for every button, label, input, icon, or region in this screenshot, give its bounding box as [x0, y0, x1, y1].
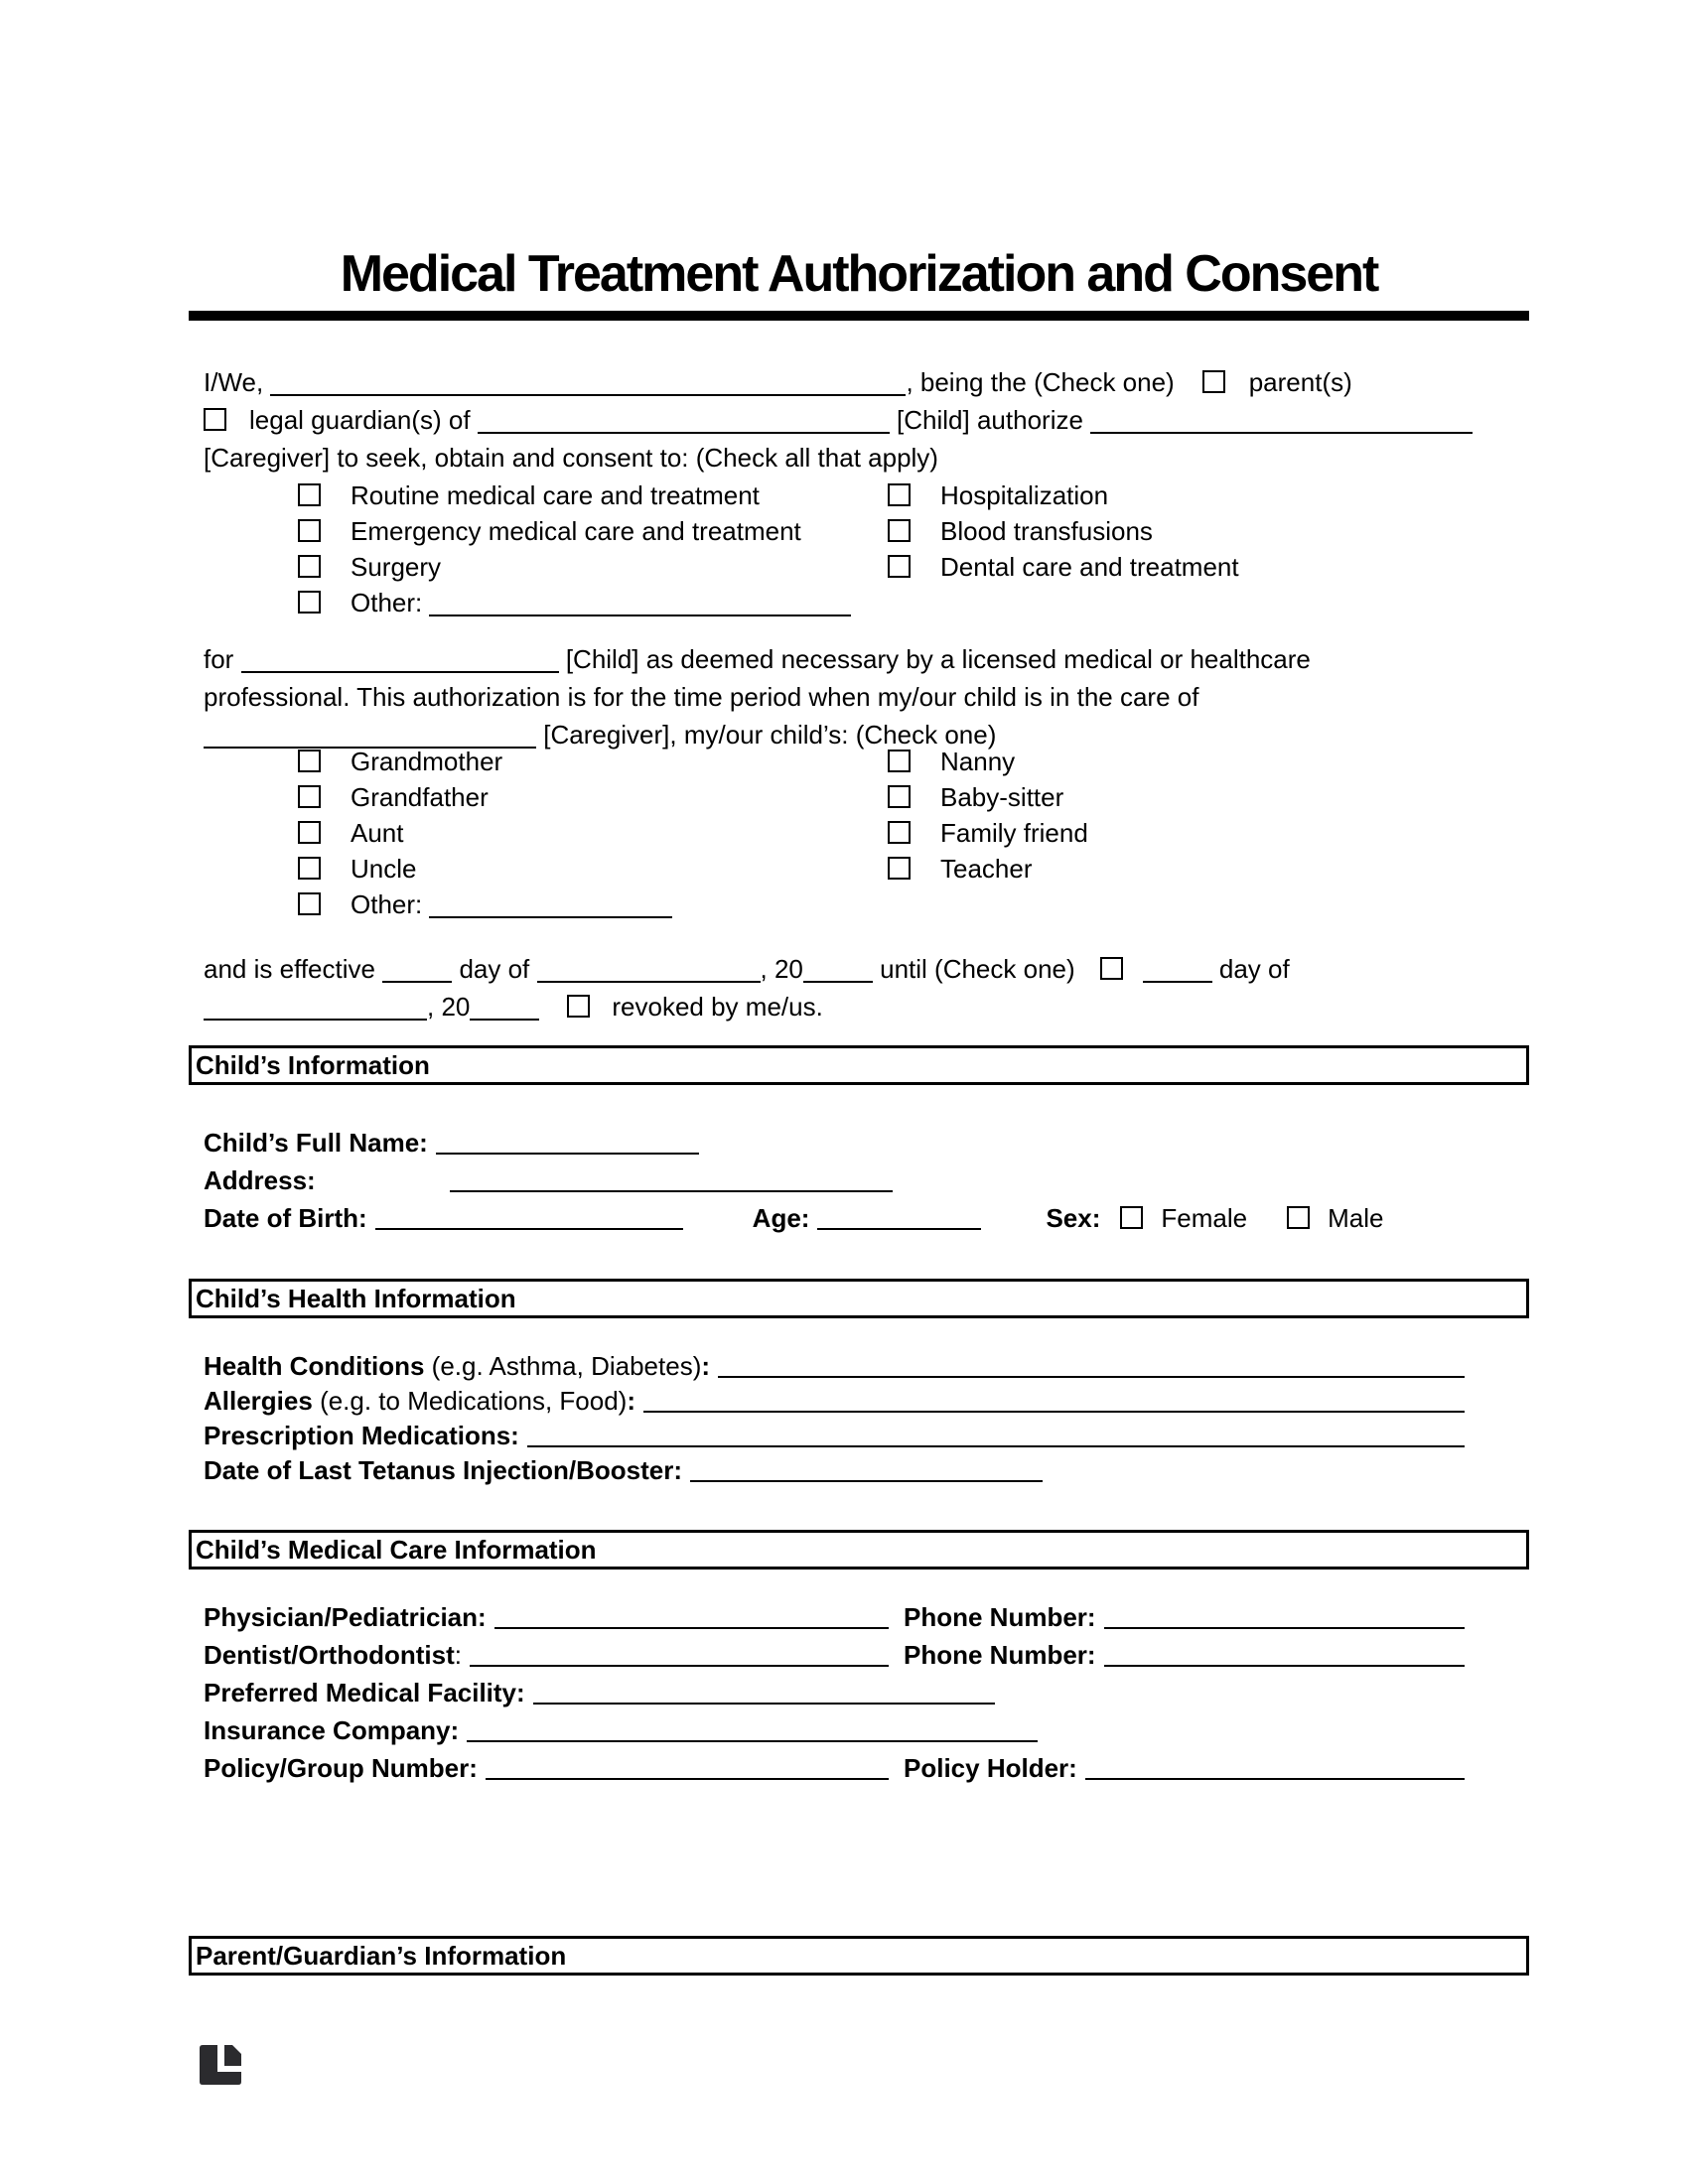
blank-until-day[interactable]	[1143, 961, 1212, 983]
checkbox-grandmother[interactable]	[298, 750, 321, 772]
authorization-line-1	[204, 640, 1529, 678]
colon: :	[627, 1386, 635, 1416]
legaltemplates-logo	[200, 2045, 241, 2092]
checkbox-family-friend[interactable]	[888, 821, 911, 844]
blank-child-name[interactable]	[478, 412, 890, 434]
blank-until-year[interactable]	[470, 999, 539, 1021]
blank-insurance[interactable]	[467, 1716, 1038, 1742]
list-item	[298, 744, 672, 779]
list-item	[888, 478, 1239, 513]
checkbox-blood-transfusions[interactable]	[888, 519, 911, 542]
time-period-label: professional. This authorization is for the time period when my/our child is in the care of	[204, 682, 1199, 712]
dob-row	[204, 1197, 1529, 1235]
phone-number-label: Phone Number:	[904, 1640, 1096, 1670]
list-item	[888, 779, 1088, 815]
list-item	[888, 815, 1088, 851]
insurance-label: Insurance Company:	[204, 1715, 460, 1745]
dentist-label: Dentist/Orthodontist	[204, 1640, 455, 1670]
intro-line-1	[204, 363, 1529, 401]
section-child-health-information	[189, 1279, 1529, 1318]
list-item	[298, 887, 672, 922]
checkbox-surgery[interactable]	[298, 555, 321, 578]
blank-consent-other[interactable]	[429, 595, 851, 616]
list-item	[888, 549, 1239, 585]
list-item	[298, 815, 672, 851]
parents-label: parent(s)	[1248, 367, 1352, 397]
policy-holder-label: Policy Holder:	[904, 1753, 1077, 1783]
list-item	[888, 513, 1239, 549]
consent-options-left	[298, 478, 851, 620]
section-title: Child’s Health Information	[196, 1283, 516, 1313]
list-item	[298, 779, 672, 815]
legal-guardians-label: legal guardian(s) of	[249, 405, 471, 435]
checkbox-until-date[interactable]	[1100, 957, 1123, 980]
blank-full-name[interactable]	[436, 1129, 699, 1155]
option-label: Surgery	[351, 552, 442, 582]
male-label: Male	[1328, 1203, 1384, 1233]
intro-paragraph	[204, 363, 1529, 477]
full-name-row	[204, 1122, 1529, 1160]
option-label: Grandmother	[351, 747, 503, 776]
sex-label: Sex:	[1046, 1203, 1101, 1233]
option-label: Emergency medical care and treatment	[351, 516, 801, 546]
checkbox-grandfather[interactable]	[298, 785, 321, 808]
checkbox-parents[interactable]	[1202, 370, 1225, 393]
blank-policy-holder[interactable]	[1085, 1754, 1465, 1780]
blank-dentist[interactable]	[470, 1641, 889, 1667]
blank-tetanus-date[interactable]	[690, 1456, 1043, 1482]
list-item	[888, 851, 1088, 887]
medications-row	[204, 1418, 1529, 1452]
blank-policy-number[interactable]	[486, 1754, 889, 1780]
page-content	[189, 0, 1529, 2184]
for-label: for	[204, 644, 234, 674]
section-title: Child’s Information	[196, 1049, 430, 1080]
policy-number-label: Policy/Group Number:	[204, 1753, 478, 1783]
checkbox-hospitalization[interactable]	[888, 483, 911, 506]
option-label: Other:	[351, 889, 423, 919]
day-of-label-1: day of	[459, 954, 530, 984]
colon: :	[454, 1640, 462, 1670]
checkbox-caregiver-other[interactable]	[298, 892, 321, 915]
list-item	[298, 851, 672, 887]
comma-20-label-2: , 20	[427, 992, 471, 1022]
blank-parent-names[interactable]	[270, 374, 906, 396]
until-label: until (Check one)	[880, 954, 1075, 984]
checkbox-emergency-medical-care[interactable]	[298, 519, 321, 542]
day-of-label-2: day of	[1218, 954, 1290, 984]
consent-options-right	[888, 478, 1239, 585]
blank-caregiver-name[interactable]	[1090, 412, 1473, 434]
blank-effective-year[interactable]	[803, 961, 873, 983]
blank-dob[interactable]	[375, 1204, 683, 1230]
age-label: Age:	[752, 1203, 810, 1233]
blank-until-month[interactable]	[204, 999, 427, 1021]
authorization-line-2	[204, 678, 1529, 716]
title-rule	[189, 311, 1529, 321]
blank-caregiver-other[interactable]	[429, 896, 672, 918]
address-row	[204, 1160, 1529, 1197]
caregiver-childs-label: [Caregiver], my/our child’s: (Check one)	[543, 720, 997, 750]
health-conditions-label: Health Conditions	[204, 1351, 425, 1381]
medical-care-fields	[204, 1596, 1529, 1785]
child-info-fields	[204, 1122, 1529, 1235]
checkbox-teacher[interactable]	[888, 857, 911, 880]
option-label: Baby-sitter	[940, 782, 1064, 812]
option-label: Hospitalization	[940, 480, 1109, 510]
revoked-label: revoked by me/us.	[612, 992, 823, 1022]
intro-line-3	[204, 439, 1529, 477]
section-parent-guardian-information	[189, 1936, 1529, 1976]
section-title: Parent/Guardian’s Information	[196, 1940, 567, 1971]
option-label: Uncle	[351, 854, 417, 884]
full-name-label: Child’s Full Name:	[204, 1128, 428, 1158]
medications-label: Prescription Medications:	[204, 1421, 519, 1450]
blank-effective-day[interactable]	[382, 961, 452, 983]
being-the-label: , being the (Check one)	[906, 367, 1175, 397]
option-label: Family friend	[940, 818, 1088, 848]
address-label: Address:	[204, 1165, 316, 1195]
list-item	[298, 513, 851, 549]
list-item	[298, 549, 851, 585]
option-label: Teacher	[940, 854, 1033, 884]
colon: :	[701, 1351, 711, 1381]
section-title: Child’s Medical Care Information	[196, 1534, 597, 1565]
blank-physician-phone[interactable]	[1104, 1603, 1465, 1629]
health-conditions-row	[204, 1348, 1529, 1383]
option-label: Nanny	[940, 747, 1016, 776]
checkbox-dental-care[interactable]	[888, 555, 911, 578]
option-label: Blood transfusions	[940, 516, 1153, 546]
blank-allergies[interactable]	[643, 1387, 1465, 1413]
checkbox-male[interactable]	[1287, 1206, 1310, 1229]
caregiver-options-left	[298, 744, 672, 922]
blank-health-conditions[interactable]	[718, 1352, 1465, 1378]
option-label: Other:	[351, 588, 423, 617]
tetanus-row	[204, 1452, 1529, 1487]
policy-row	[204, 1747, 1529, 1785]
facility-label: Preferred Medical Facility:	[204, 1678, 525, 1707]
effective-label: and is effective	[204, 954, 375, 984]
allergies-label: Allergies	[204, 1386, 313, 1416]
child-deemed-label: [Child] as deemed necessary by a licensed medical or healthcare	[565, 644, 1311, 674]
dentist-row	[204, 1634, 1529, 1672]
checkbox-uncle[interactable]	[298, 857, 321, 880]
dob-label: Date of Birth:	[204, 1203, 367, 1233]
blank-age[interactable]	[817, 1204, 981, 1230]
caregiver-options-right	[888, 744, 1088, 887]
health-fields	[204, 1348, 1529, 1487]
checkbox-baby-sitter[interactable]	[888, 785, 911, 808]
section-child-information	[189, 1045, 1529, 1085]
list-item	[888, 744, 1088, 779]
blank-address[interactable]	[450, 1166, 893, 1192]
option-label: Dental care and treatment	[940, 552, 1239, 582]
authorization-paragraph	[204, 640, 1529, 753]
list-item	[298, 478, 851, 513]
blank-facility[interactable]	[533, 1679, 995, 1705]
i-we-label: I/We,	[204, 367, 264, 397]
checkbox-revoked[interactable]	[567, 995, 590, 1018]
page-title: Medical Treatment Authorization and Consent	[340, 245, 1378, 303]
physician-row	[204, 1596, 1529, 1634]
blank-for-child-name[interactable]	[241, 651, 559, 673]
comma-20-label-1: , 20	[760, 954, 803, 984]
allergies-row	[204, 1383, 1529, 1418]
insurance-row	[204, 1709, 1529, 1747]
allergies-hint: (e.g. to Medications, Food)	[320, 1386, 628, 1416]
blank-physician[interactable]	[494, 1603, 889, 1629]
facility-row	[204, 1672, 1529, 1709]
tetanus-label: Date of Last Tetanus Injection/Booster:	[204, 1455, 683, 1485]
caregiver-consent-label: [Caregiver] to seek, obtain and consent to: (Check all that apply)	[204, 443, 938, 473]
child-authorize-label: [Child] authorize	[897, 405, 1083, 435]
health-conditions-hint: (e.g. Asthma, Diabetes)	[431, 1351, 702, 1381]
blank-medications[interactable]	[527, 1422, 1465, 1447]
blank-dentist-phone[interactable]	[1104, 1641, 1465, 1667]
checkbox-aunt[interactable]	[298, 821, 321, 844]
physician-label: Physician/Pediatrician:	[204, 1602, 487, 1632]
option-label: Aunt	[351, 818, 404, 848]
blank-effective-month[interactable]	[537, 961, 761, 983]
effective-line-2	[204, 988, 1529, 1025]
list-item	[298, 585, 851, 620]
option-label: Routine medical care and treatment	[351, 480, 760, 510]
phone-number-label: Phone Number:	[904, 1602, 1096, 1632]
checkbox-nanny[interactable]	[888, 750, 911, 772]
checkbox-legal-guardians[interactable]	[204, 408, 226, 431]
female-label: Female	[1161, 1203, 1248, 1233]
effective-line-1	[204, 950, 1529, 988]
section-child-medical-care-information	[189, 1530, 1529, 1570]
option-label: Grandfather	[351, 782, 489, 812]
effective-paragraph	[204, 950, 1529, 1025]
checkbox-consent-other[interactable]	[298, 591, 321, 614]
checkbox-routine-medical-care[interactable]	[298, 483, 321, 506]
legaltemplates-logo-icon	[200, 2045, 241, 2085]
checkbox-female[interactable]	[1120, 1206, 1143, 1229]
intro-line-2	[204, 401, 1529, 439]
